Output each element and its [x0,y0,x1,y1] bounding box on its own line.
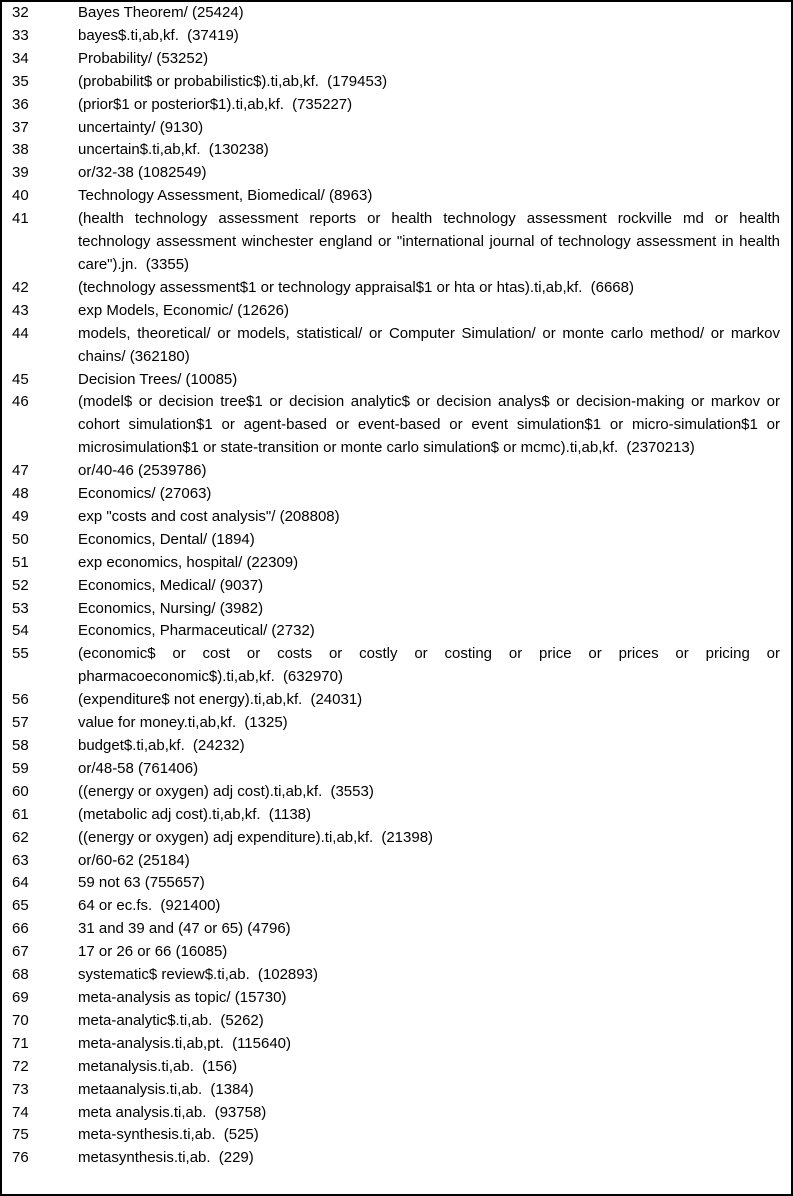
table-row [2,1147,791,1170]
result-count: (3553) [330,782,374,800]
table-row [2,25,791,48]
search-line [78,162,791,185]
line-number: 60 [12,782,29,800]
result-count: (115640) [232,1034,292,1052]
search-line [78,117,791,140]
line-number: 49 [12,507,29,525]
line-number: 37 [12,118,29,136]
search-term: exp "costs and cost analysis"/ [78,507,276,525]
search-line [78,620,791,643]
line-number: 39 [12,164,29,182]
result-count: (1325) [244,714,288,732]
table-row [2,277,791,300]
result-count: (8963) [328,187,373,205]
search-term: or/32-38 [78,164,134,182]
search-line [78,185,791,208]
line-number: 35 [12,72,29,90]
search-term: meta-analytic$.ti,ab. [78,1011,213,1029]
search-term: uncertainty/ [78,118,156,136]
result-count: (24232) [192,737,245,754]
table-row [2,575,791,598]
result-count: (16085) [175,943,228,961]
search-line [78,460,791,483]
line-number: 51 [12,553,29,571]
search-term: metaanalysis.ti,ab. [78,1080,203,1098]
table-row [2,1079,791,1102]
table-row [2,71,791,94]
search-line [78,804,791,827]
line-number: 66 [12,920,29,938]
search-term: 59 not 63 [78,874,141,892]
line-number: 71 [12,1034,29,1052]
table-row [2,964,791,987]
table-row [2,620,791,643]
search-line [78,895,791,918]
result-count: (1894) [211,530,255,548]
result-count: (37419) [187,26,239,44]
search-term: (model$ or decision tree$1 or decision analytic$ or decision analys$ or decision-making or markov or cohort simulation$1 or agent-based or event-based or event simulation$1 or micro-simulation$1 or microsimulation$1 or state-transition or monte carlo simulation$ or mcmc).ti,ab,kf. [78,393,780,457]
result-count: (24031) [310,691,363,709]
search-line [78,1102,791,1125]
search-line [78,552,791,575]
result-count: (10085) [185,370,238,388]
search-line [78,1124,791,1147]
search-term: (probabilit$ or probabilistic$).ti,ab,kf. [78,72,319,90]
table-row [2,529,791,552]
result-count: (3982) [219,599,264,617]
result-count: (229) [218,1149,254,1167]
search-term: systematic$ review$.ti,ab. [78,966,250,984]
table-row [2,758,791,781]
search-term: ((energy or oxygen) adj cost).ti,ab,kf. [78,782,323,800]
result-count: (761406) [138,759,199,777]
line-number: 55 [12,645,29,663]
line-number: 67 [12,943,29,961]
line-number: 75 [12,1126,29,1144]
line-number: 53 [12,599,29,617]
result-count: (179453) [327,72,388,90]
result-count: (525) [223,1126,259,1144]
search-term: (health technology assessment reports or health technology assessment rockville md or health technology assessment winchester england or "international journal of technology assessment in health care").jn. [78,210,780,273]
result-count: (921400) [160,897,221,915]
search-term: Economics, Pharmaceutical/ [78,622,268,640]
table-row [2,872,791,895]
line-number: 44 [12,324,29,342]
search-term: Decision Trees/ [78,370,182,388]
result-count: (93758) [214,1103,267,1121]
search-term: uncertain$.ti,ab,kf. [78,141,201,159]
line-number: 63 [12,851,29,869]
search-term: meta analysis.ti,ab. [78,1103,207,1121]
search-term: or/40-46 [78,462,134,480]
search-line [78,1033,791,1056]
line-number: 34 [12,49,29,67]
search-term: (technology assessment$1 or technology appraisal$1 or hta or htas).ti,ab,kf. [78,278,583,296]
result-count: (1138) [268,805,311,823]
search-line [78,850,791,873]
search-term: meta-analysis as topic/ [78,988,231,1006]
line-number: 54 [12,622,29,640]
search-line [78,598,791,621]
result-count: (2370213) [626,439,695,457]
result-count: (3355) [145,255,190,273]
table-row [2,208,791,277]
line-number: 62 [12,828,29,846]
table-row [2,94,791,117]
search-line [78,1147,791,1170]
line-number: 64 [12,874,29,892]
search-term: (economic$ or cost or costs or costly or costing or price or prices or pricing or pharmacoeconomic$).ti,ab,kf. [78,645,780,686]
search-line [78,277,791,300]
result-count: (156) [202,1057,238,1075]
table-row [2,1010,791,1033]
search-line [78,48,791,71]
search-term: exp economics, hospital/ [78,553,243,571]
search-term: Probability/ [78,49,153,67]
table-row [2,735,791,758]
table-row [2,48,791,71]
result-count: (53252) [156,49,209,67]
line-number: 40 [12,187,29,205]
search-line [78,71,791,94]
line-number: 41 [12,210,29,228]
search-line [78,964,791,987]
search-term: 64 or ec.fs. [78,897,153,915]
table-row [2,1033,791,1056]
line-number: 57 [12,714,29,732]
table-row [2,506,791,529]
search-line [78,643,791,689]
result-count: (25184) [138,851,190,869]
search-line [78,369,791,392]
search-line [78,25,791,48]
table-row [2,941,791,964]
table-row [2,987,791,1010]
table-row [2,781,791,804]
search-term: bayes$.ti,ab,kf. [78,26,179,44]
search-line [78,575,791,598]
table-row [2,712,791,735]
line-number: 73 [12,1080,29,1098]
result-count: (5262) [220,1011,264,1029]
result-count: (9130) [159,118,204,136]
line-number: 45 [12,370,29,388]
table-row [2,391,791,460]
search-line [78,735,791,758]
search-term: Technology Assessment, Biomedical/ [78,187,325,205]
search-term: meta-synthesis.ti,ab. [78,1126,216,1144]
search-line [78,139,791,162]
result-count: (6668) [590,278,634,296]
table-row [2,598,791,621]
search-term: (prior$1 or posterior$1).ti,ab,kf. [78,95,284,113]
table-row [2,850,791,873]
search-line [78,94,791,117]
line-number: 42 [12,278,29,296]
table-row [2,895,791,918]
line-number: 61 [12,805,29,823]
search-term: metanalysis.ti,ab. [78,1057,194,1075]
result-count: (27063) [159,485,212,503]
table-row [2,1102,791,1125]
result-count: (208808) [279,507,340,525]
line-number: 56 [12,691,29,709]
search-line [78,483,791,506]
result-count: (25424) [191,4,244,21]
table-row [2,689,791,712]
table-row [2,1056,791,1079]
search-line [78,208,791,277]
result-count: (4796) [247,920,291,938]
result-count: (15730) [234,988,287,1006]
table-row [2,117,791,140]
search-term: (expenditure$ not energy).ti,ab,kf. [78,691,303,709]
table-row [2,827,791,850]
line-number: 47 [12,462,29,480]
line-number: 76 [12,1149,29,1167]
search-line [78,758,791,781]
search-line [78,1056,791,1079]
search-term: 17 or 26 or 66 [78,943,172,961]
search-line [78,391,791,460]
line-number: 36 [12,95,29,113]
line-number: 32 [12,4,29,21]
line-number: 50 [12,530,29,548]
search-line [78,323,791,369]
search-line [78,689,791,712]
table-row [2,300,791,323]
table-row [2,918,791,941]
search-line [78,529,791,552]
search-line [78,781,791,804]
result-count: (1082549) [138,164,207,182]
line-number: 59 [12,759,29,777]
search-line [78,1010,791,1033]
result-count: (1384) [210,1080,254,1098]
table-row [2,552,791,575]
line-number: 46 [12,393,29,411]
result-count: (21398) [381,828,434,846]
search-term: (metabolic adj cost).ti,ab,kf. [78,805,261,823]
search-term: or/60-62 [78,851,134,869]
table-row [2,369,791,392]
search-line [78,918,791,941]
search-line [78,827,791,850]
table-row [2,2,791,25]
result-count: (130238) [208,141,269,159]
search-term: Economics, Nursing/ [78,599,216,617]
result-count: (735227) [292,95,353,113]
search-term: metasynthesis.ti,ab. [78,1149,211,1167]
line-number: 43 [12,301,29,319]
search-line [78,1079,791,1102]
search-term: 31 and 39 and (47 or 65) [78,920,244,938]
result-count: (102893) [257,966,318,984]
search-line [78,872,791,895]
table-row [2,162,791,185]
search-term: Economics/ [78,485,156,503]
table-row [2,643,791,689]
search-strategy-rows [2,2,791,1170]
search-term: ((energy or oxygen) adj expenditure).ti,ab,kf. [78,828,374,846]
result-count: (755657) [144,874,205,892]
line-number: 38 [12,141,29,159]
search-line [78,300,791,323]
search-term: Economics, Medical/ [78,576,216,594]
line-number: 72 [12,1057,29,1075]
search-term: or/48-58 [78,759,134,777]
result-count: (2539786) [138,462,207,480]
table-row [2,460,791,483]
search-term: Economics, Dental/ [78,530,208,548]
line-number: 70 [12,1011,29,1029]
line-number: 68 [12,966,29,984]
search-term: models, theoretical/ or models, statistical/ or Computer Simulation/ or monte carlo method/ or markov chains/ [78,324,780,365]
search-line [78,506,791,529]
search-line [78,712,791,735]
table-row [2,483,791,506]
result-count: (9037) [219,576,264,594]
line-number: 65 [12,897,29,915]
search-term: value for money.ti,ab,kf. [78,714,237,732]
table-row [2,804,791,827]
table-row [2,1124,791,1147]
table-row [2,323,791,369]
search-term: Bayes Theorem/ [78,4,188,21]
search-term: exp Models, Economic/ [78,301,234,319]
search-term: budget$.ti,ab,kf. [78,737,185,754]
table-row [2,185,791,208]
result-count: (12626) [237,301,289,319]
search-line [78,987,791,1010]
table-row [2,139,791,162]
line-number: 52 [12,576,29,594]
line-number: 69 [12,988,29,1006]
result-count: (362180) [129,347,190,365]
result-count: (2732) [271,622,315,640]
line-number: 58 [12,737,29,754]
line-number: 33 [12,26,29,44]
result-count: (22309) [246,553,299,571]
line-number: 48 [12,485,29,503]
result-count: (632970) [282,668,343,686]
search-line [78,2,791,25]
search-term: meta-analysis.ti,ab,pt. [78,1034,224,1052]
search-line [78,941,791,964]
line-number: 74 [12,1103,29,1121]
